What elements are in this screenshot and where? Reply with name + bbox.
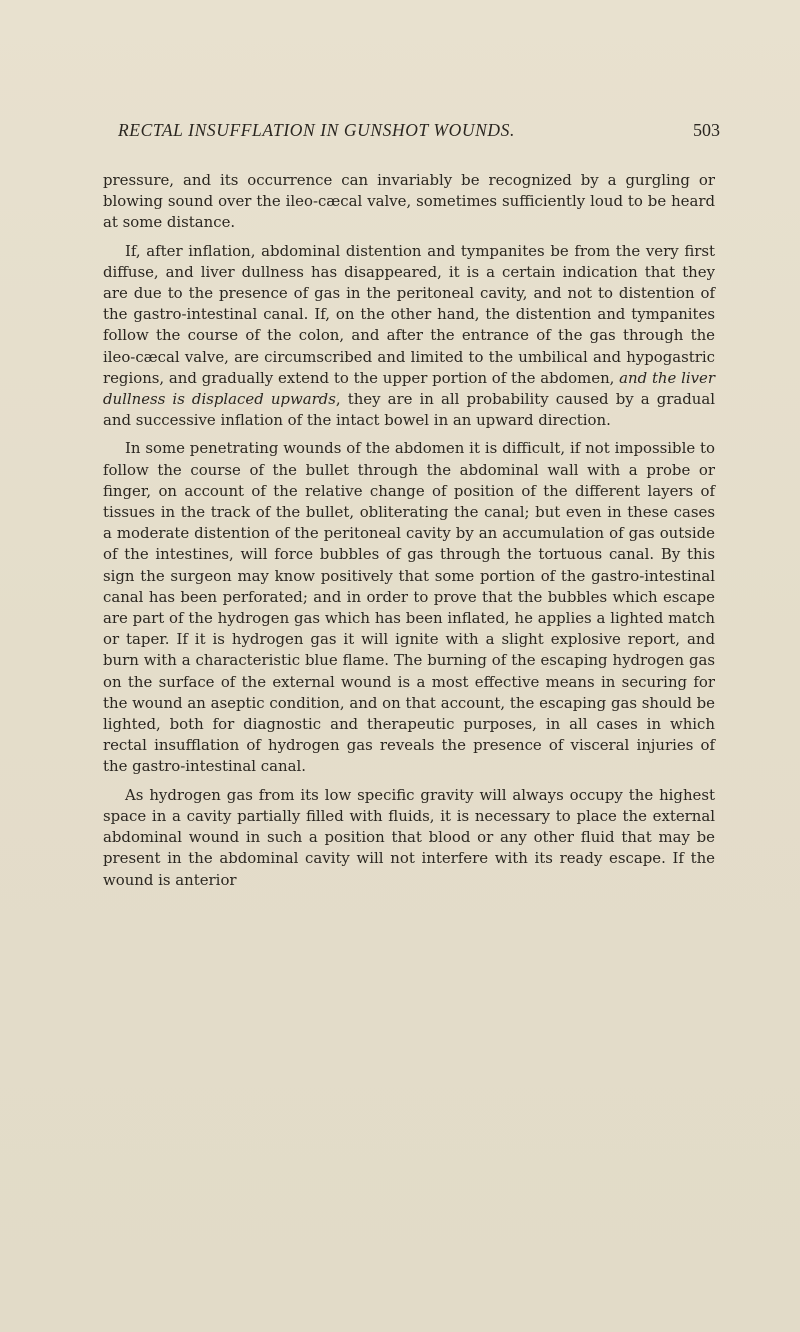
paragraph-2 [103,241,715,432]
paragraph-2-text-after: , they are in all probability caused by a gradual and successive inflation of the intact bowel in an upward direction. [103,390,715,430]
body-text [103,170,715,898]
running-head [100,120,720,144]
paragraph-2-emphasis: and the liver dullness is displaced upwards [103,368,715,409]
paragraph-3: In some penetrating wounds of the abdomen it is difficult, if not impossible to follow the course of the bullet through the abdominal wall with a probe or finger, on account of the relative change of position of the different layers of tissues in the track of the bullet, obliterating the canal; but even in these cases a moderate distention of the peritoneal cavity by an accumulation of gas outside of the intestines, will force bubbles of gas through the tortuous canal. By this sign the surgeon may know positively that some portion of the gastro-intestinal canal has been perforated; and in order to prove that the bubbles which escape are part of the hydrogen gas which has been inflated, he applies a lighted match or taper. If it is hydrogen gas it will ignite with a slight explosive report, and burn with a characteristic blue flame. The burning of the escaping hydrogen gas on the surface of the external wound is a most effective means in securing for the wound an aseptic condition, and on that account, the escaping gas should be lighted, both for diagnostic and therapeutic purposes, in all cases in which rectal insufflation of hydrogen gas reveals the presence of visceral injuries of the gastro-intestinal canal. [103,439,715,776]
running-title: RECTAL INSUFFLATION IN GUNSHOT WOUNDS. [118,120,515,140]
paragraph-1: pressure, and its occurrence can invariably be recognized by a gurgling or blowing sound over the ileo-cæcal valve, sometimes sufficiently loud to be heard at some distance. [103,171,715,232]
paragraph-4: As hydrogen gas from its low specific gravity will always occupy the highest space in a cavity partially filled with fluids, it is necessary to place the external abdominal wound in such a position that blood or any other fluid that may be present in the abdominal cavity will not interfere with its ready escape. If the wound is anterior [103,785,715,889]
page-number: 503 [693,120,720,140]
paragraph-2-text-before: If, after inflation, abdominal distention and tympanites be from the very first diffuse, and liver dullness has disappeared, it is a certain indication that they are due to the presence of gas in the peritoneal cavity, and not to distention of the gastro-intestinal canal. If, on the other hand, the distention and tympanites follow the course of the colon, and after the entrance of the gas through the ileo-cæcal valve, are circumscribed and limited to the umbilical and hypogastric regions, and gradually extend to the upper portion of the abdomen, [103,241,715,387]
